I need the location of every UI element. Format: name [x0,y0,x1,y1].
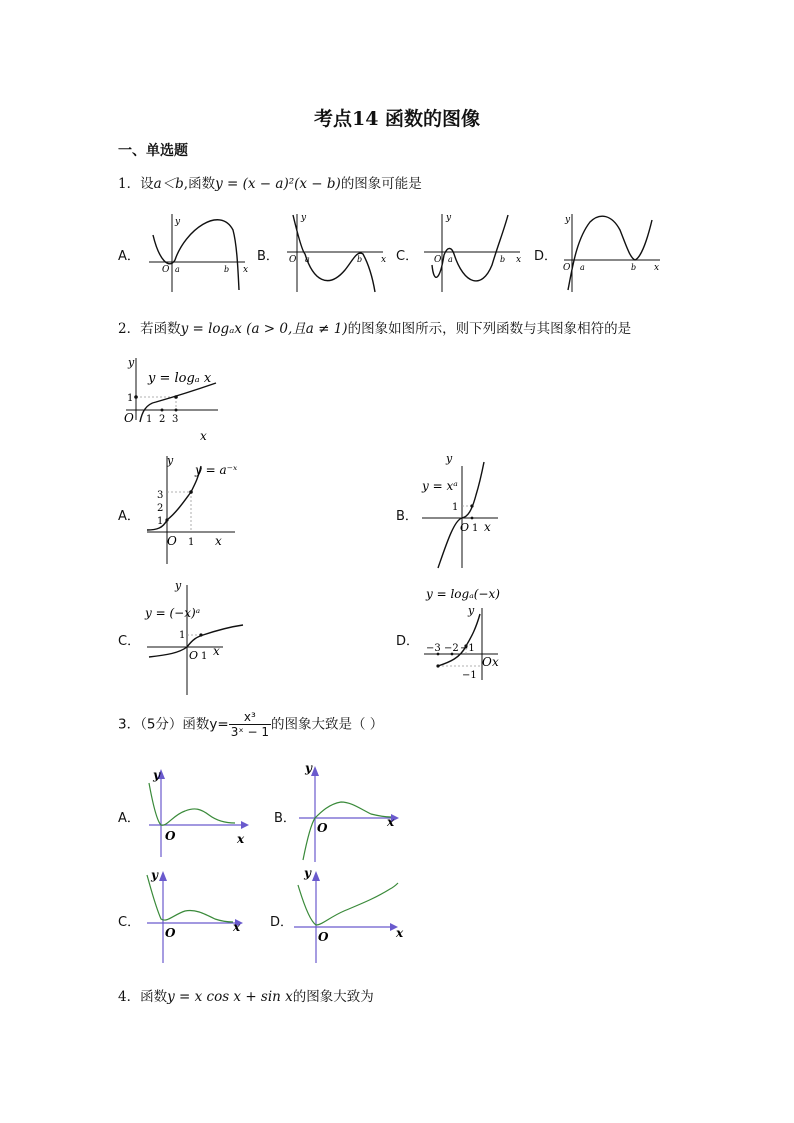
q2-number: 2． [118,321,141,337]
q2a-tick-1x: 1 [188,537,195,548]
q4-formula: y = x cos x + sin x [167,989,293,1005]
q2b-tick-1y: 1 [452,502,459,513]
q3a-x-label: x [237,832,245,846]
q2-given-tick-1y: 1 [127,393,134,404]
q2b-tick-1x: 1 [472,523,479,534]
q2-given-tick-2: 2 [159,414,166,425]
q3-post: 的图象大致是（ ） [271,716,384,733]
q2-option-d-label[interactable]: D． [396,634,420,649]
q2-graph-b[interactable] [418,450,508,570]
q1d-a-label: a [580,263,585,272]
q1-pre: 设 [140,176,154,192]
q1a-a-label: a [175,265,180,274]
q3d-origin: O [318,930,329,944]
q4-number: 4． [118,989,141,1005]
q2-given-tick-1: 1 [146,414,153,425]
q2c-y-label: y [175,579,182,592]
q2a-origin: O [167,534,177,548]
q2a-tick-2: 2 [157,503,164,514]
q4-post: 的图象大致为 [292,989,374,1005]
q2a-x-label: x [215,534,222,548]
question-4-text [118,985,374,1005]
q2a-curve-label: y = a⁻ˣ [195,463,238,477]
q1-graph-a[interactable] [145,210,250,295]
q3-denominator: 3ˣ − 1 [230,725,270,739]
q2a-tick-3: 3 [157,490,164,501]
q2d-tick-n1y: −1 [462,670,477,681]
q2b-origin: O [460,521,470,534]
q2c-x-label: x [213,644,220,658]
question-3-text [118,710,383,739]
q1a-origin: O [162,265,170,275]
q2-given-graph [120,352,230,444]
q2d-y-label: y [468,604,475,617]
q1-mid: ,函数 [183,176,216,192]
q1-graph-d[interactable] [560,210,665,295]
q1b-b-label: b [357,255,363,264]
q3b-x-label: x [387,815,395,829]
q1a-x-label: x [243,265,249,275]
q1-formula: y = (x − a)²(x − b) [215,176,341,192]
q2-given-y-label: y [128,356,135,369]
q3-graph-c[interactable] [143,865,253,965]
q3a-y-label: y [153,768,160,782]
q3c-x-label: x [233,920,241,934]
q1c-a-label: a [448,255,453,264]
q3c-y-label: y [151,868,158,882]
q1b-a-label: a [305,255,310,264]
q2a-tick-1y: 1 [157,516,164,527]
q2b-y-label: y [446,452,453,465]
q1-graph-c[interactable] [420,210,525,295]
q2c-origin: O [189,649,199,662]
q3-option-a-label[interactable]: A． [118,811,140,826]
q3b-origin: O [317,821,328,835]
q1d-y-label: y [565,215,571,225]
q1c-x-label: x [516,255,522,265]
q1-post: 的图象可能是 [340,176,422,192]
q2-post: 的图象如图所示，则下列函数与其图象相符的是 [347,321,632,337]
page-title: 考点14 函数的图像 [313,108,481,130]
q3d-x-label: x [396,926,404,940]
q2-option-b-label[interactable]: B． [396,509,418,524]
q1d-x-label: x [654,263,660,273]
q2-given-curve-label: y = logₐ x [148,371,212,386]
q1b-x-label: x [381,255,387,265]
q2-graph-c[interactable] [143,575,248,697]
q1b-origin: O [289,255,297,265]
q1d-b-label: b [631,263,637,272]
q3-option-c-label[interactable]: C． [118,915,141,930]
q1-option-c-label[interactable]: C． [396,249,419,264]
q2-formula: y = logₐx (a > 0,且a ≠ 1) [180,321,348,337]
q3-pre: （5分）函数y= [140,716,229,733]
q3-graph-d[interactable] [290,865,405,965]
q2-given-origin: O [124,411,134,425]
q2-pre: 若函数 [140,321,181,337]
q1-number: 1． [118,176,141,192]
q2d-curve-label: y = logₐ(−x) [426,587,500,601]
q2-option-a-label[interactable]: A． [118,509,140,524]
q3d-y-label: y [304,866,311,880]
q2c-tick-1x: 1 [201,651,208,662]
q3-fraction [229,710,271,739]
section-heading: 一、单选题 [118,143,188,159]
q2-option-c-label[interactable]: C． [118,634,141,649]
q2-graph-a[interactable] [143,452,253,570]
q3-numerator: x³ [229,710,271,725]
q2a-y-label: y [167,454,174,467]
q1-condition: a＜b [153,176,184,192]
q1-graph-b[interactable] [283,210,388,295]
q2d-tick-n3: −3 [426,643,441,654]
q2c-curve-label: y = (−x)ᵃ [145,606,201,620]
q1-option-d-label[interactable]: D． [534,249,558,264]
q1-option-b-label[interactable]: B． [257,249,279,264]
q2-graph-d[interactable] [420,584,530,684]
question-2-text [118,317,631,337]
q1a-b-label: b [224,265,230,274]
q2d-origin: O [482,655,492,669]
q1b-y-label: y [301,213,307,223]
q1c-origin: O [434,255,442,265]
q2c-tick-1y: 1 [179,630,186,641]
q3-option-d-label[interactable]: D． [270,915,294,930]
q2d-tick-n1x: −1 [460,643,475,654]
q2d-x-label: x [492,655,499,669]
q2b-curve-label: y = xᵃ [422,479,458,493]
question-1-text [118,172,422,192]
q3-graph-a[interactable] [145,765,255,860]
q1c-b-label: b [500,255,506,264]
q2b-x-label: x [484,520,491,534]
q4-pre: 函数 [140,989,168,1005]
q3c-origin: O [165,926,176,940]
q1-option-a-label[interactable]: A． [118,249,140,264]
q3-number: 3． [118,716,141,733]
q1d-origin: O [563,263,571,273]
q3b-y-label: y [305,761,312,775]
q3a-origin: O [165,829,176,843]
q2-given-x-label: x [200,429,207,443]
q2d-tick-n2: −2 [444,643,459,654]
q2-given-tick-3: 3 [172,414,179,425]
q3-graph-b[interactable] [295,760,405,865]
q1a-y-label: y [175,217,181,227]
q3-option-b-label[interactable]: B． [274,811,296,826]
q1c-y-label: y [446,213,452,223]
